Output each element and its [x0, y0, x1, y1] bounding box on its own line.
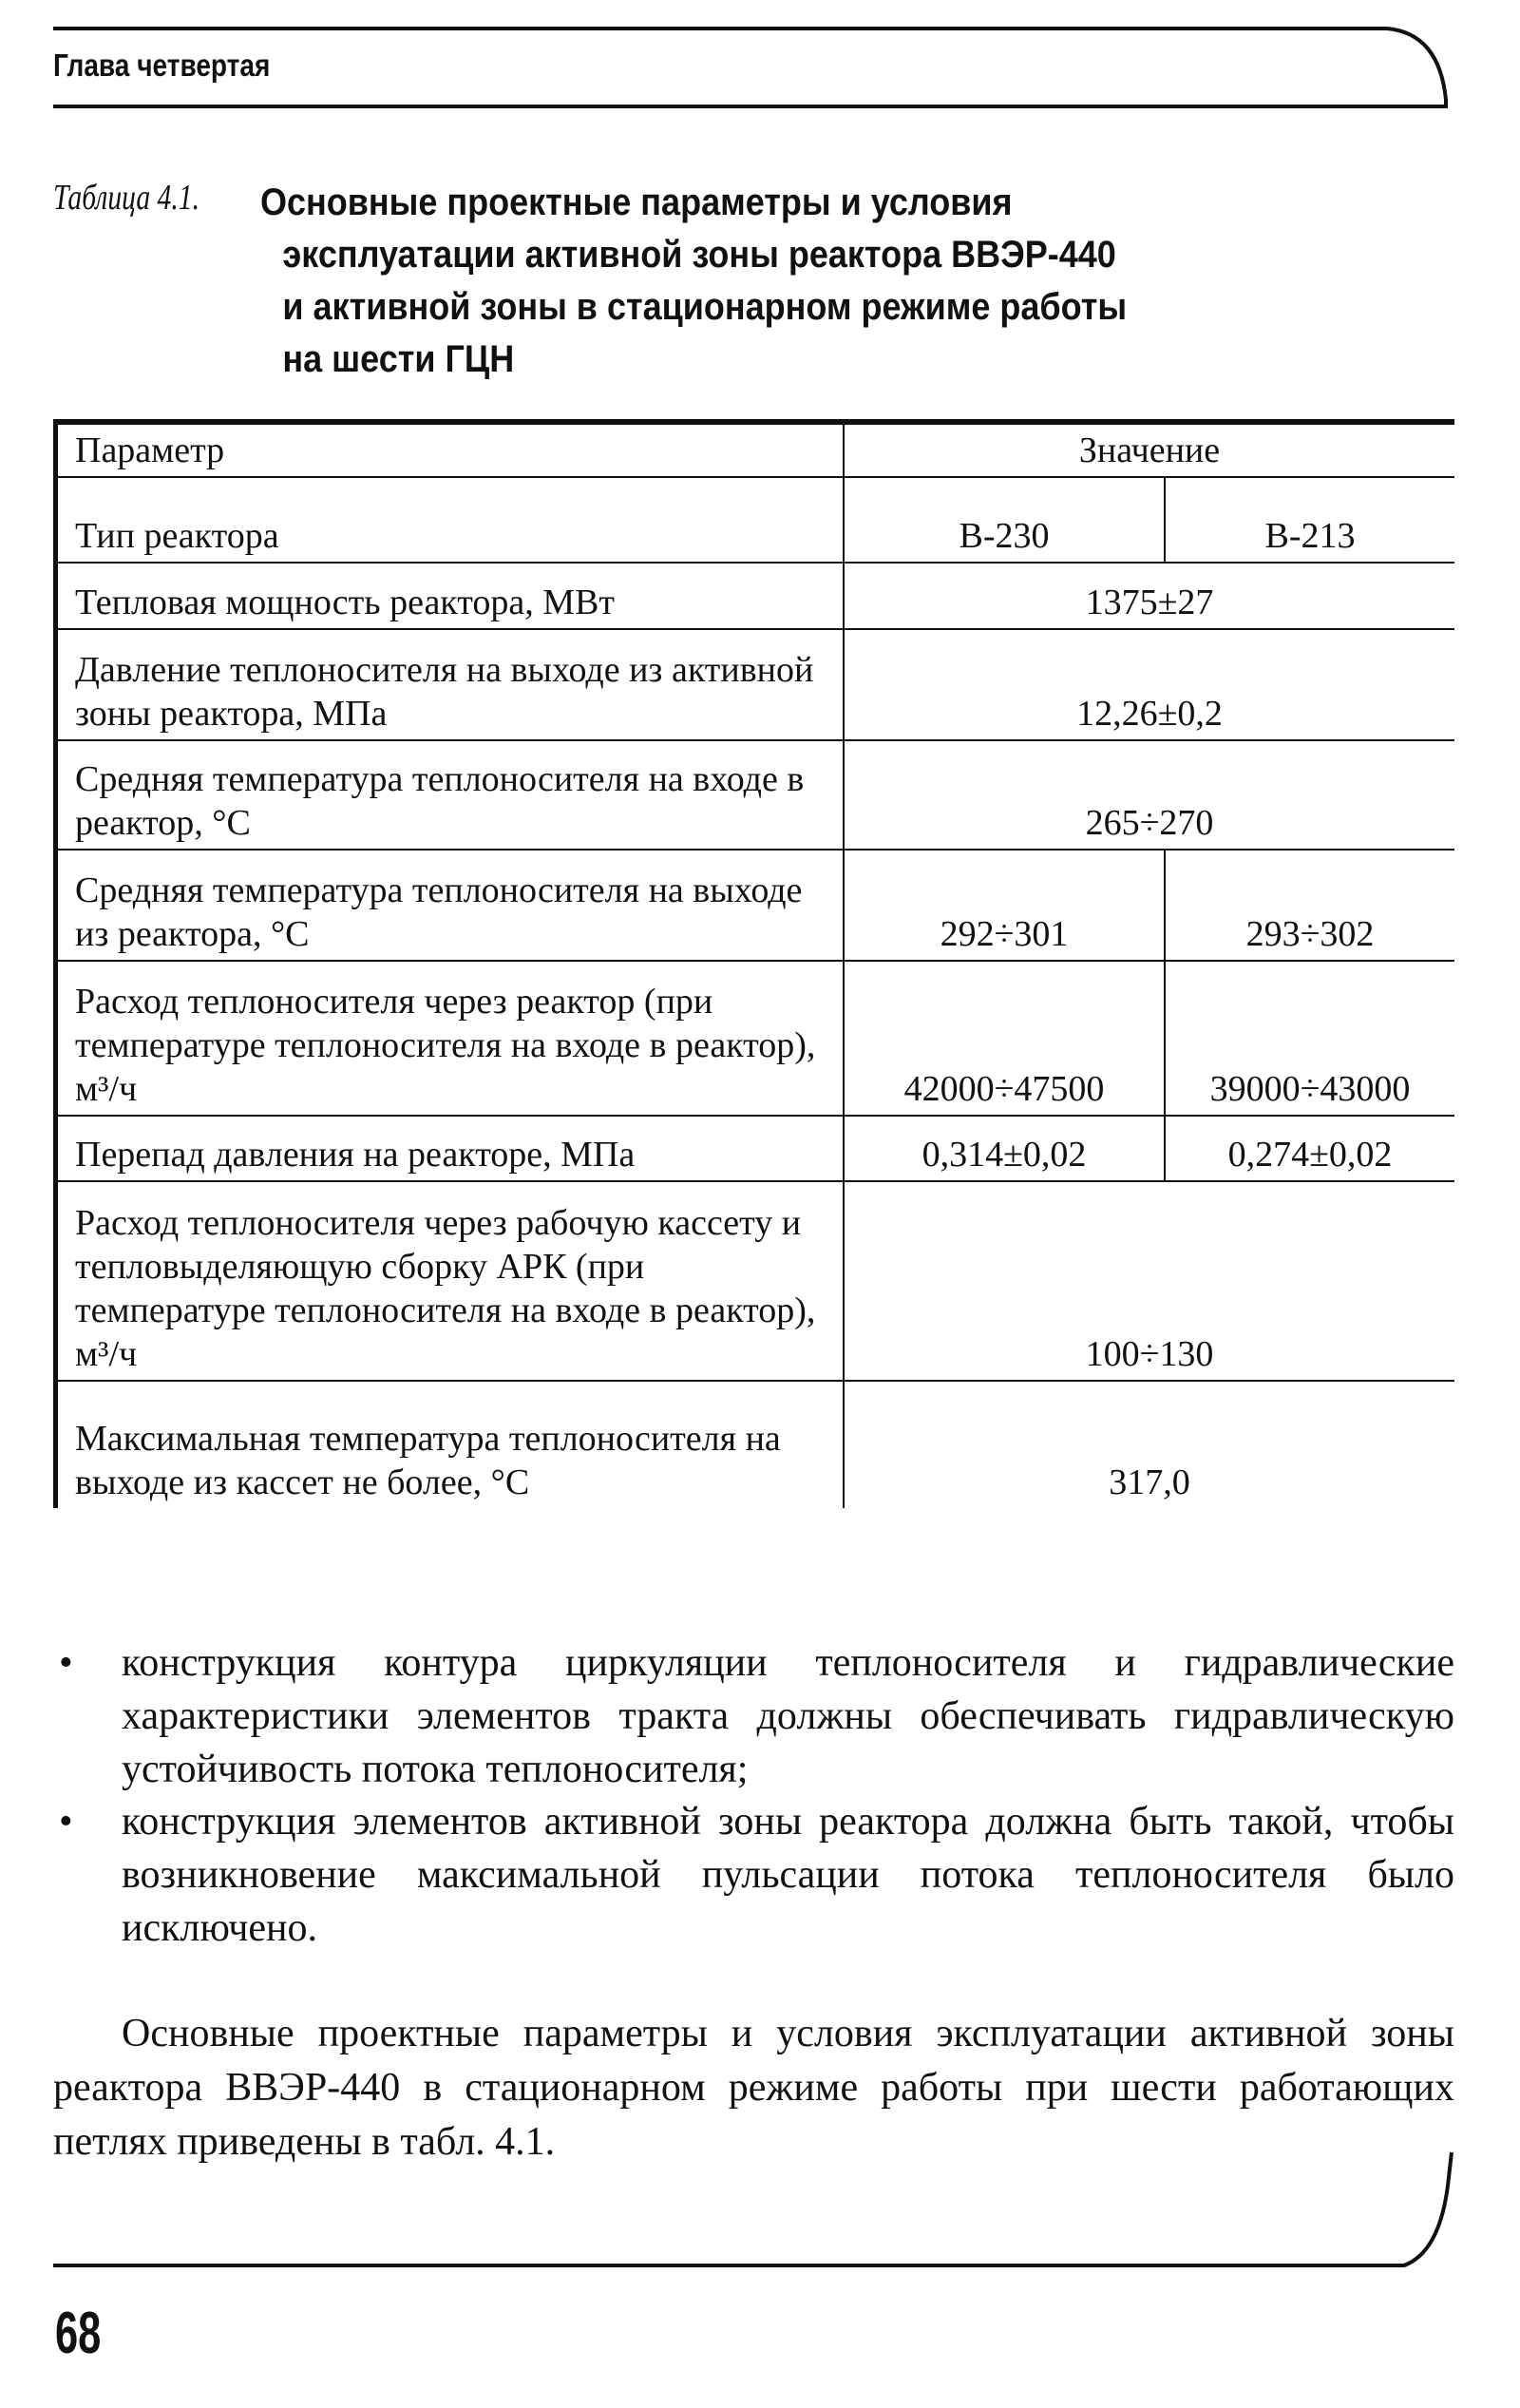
param-cell: Средняя температура теплоносителя на входе в реактор, °С: [56, 740, 845, 850]
table-header-row: [56, 422, 1455, 477]
table-label: Таблица 4.1.: [53, 178, 200, 218]
param-cell: Средняя температура теплоносителя на выходе из реактора, °С: [56, 850, 845, 961]
title-line: Основные проектные параметры и условия: [260, 182, 1013, 223]
title-line: эксплуатации активной зоны реактора ВВЭР-440: [282, 234, 1116, 276]
bullet-text: конструкция контура циркуляции теплоносителя и гидравлические характеристики элементов тракта должны обеспечивать гидравлическую устойчивость потока теплоносителя;: [122, 1641, 1454, 1791]
value-cell: 292÷301: [844, 850, 1165, 961]
value-cell: 39000÷43000: [1165, 961, 1454, 1116]
header-param: Параметр: [56, 422, 845, 477]
table-row: [56, 1181, 1455, 1381]
bullet-item: [53, 1636, 1454, 1796]
bullet-item: [53, 1795, 1454, 1955]
table-row: [56, 1381, 1455, 1508]
table-row: [56, 850, 1455, 961]
param-cell: Перепад давления на реакторе, МПа: [56, 1116, 845, 1181]
table-row: [56, 563, 1455, 629]
table-row: [56, 477, 1455, 563]
table-row: [56, 1116, 1455, 1181]
param-cell: Расход теплоносителя через рабочую кассету и тепловыделяющую сборку АРК (при температуре теплоносителя на входе в реактор), м³/ч: [56, 1181, 845, 1381]
param-cell: Тип реактора: [56, 477, 845, 563]
value-cell: 0,274±0,02: [1165, 1116, 1454, 1181]
bullet-icon: •: [59, 1641, 73, 1685]
value-cell: 100÷130: [844, 1181, 1454, 1381]
page-number: 68: [55, 2301, 102, 2366]
header-value: Значение: [844, 422, 1454, 477]
value-cell: 12,26±0,2: [844, 629, 1454, 740]
value-cell: 1375±27: [844, 563, 1454, 629]
chapter-header: Глава четвертая: [53, 48, 271, 83]
value-cell: 317,0: [844, 1381, 1454, 1508]
param-cell: Расход теплоносителя через реактор (при температуре теплоносителя на входе в реактор), м³/ч: [56, 961, 845, 1116]
param-cell: Давление теплоносителя на выходе из активной зоны реактора, МПа: [56, 629, 845, 740]
parameters-table: [53, 419, 1454, 1508]
value-cell: 42000÷47500: [844, 961, 1165, 1116]
value-cell: 293÷302: [1165, 850, 1454, 961]
value-cell: В-230: [844, 477, 1165, 563]
table-title: [260, 177, 1269, 386]
value-cell: 0,314±0,02: [844, 1116, 1165, 1181]
body-paragraph: Основные проектные параметры и условия эксплуатации активной зоны реактора ВВЭР-440 в стационарном режиме работы при шести работающих петлях приведены в табл. 4.1.: [53, 2012, 1454, 2164]
value-cell: В-213: [1165, 477, 1454, 563]
value-cell: 265÷270: [844, 740, 1454, 850]
title-line: и активной зоны в стационарном режиме работы: [282, 286, 1128, 328]
table-caption: [53, 177, 1383, 380]
bullet-text: конструкция элементов активной зоны реактора должна быть такой, чтобы возникновение максимальной пульсации потока теплоносителя было исключено.: [122, 1800, 1454, 1950]
param-cell: Максимальная температура теплоносителя на выходе из кассет не более, °С: [56, 1381, 845, 1508]
param-cell: Тепловая мощность реактора, МВт: [56, 563, 845, 629]
table-row: [56, 740, 1455, 850]
title-line: на шести ГЦН: [282, 338, 515, 380]
table-row: [56, 629, 1455, 740]
table-row: [56, 961, 1455, 1116]
bullet-icon: •: [59, 1800, 73, 1844]
